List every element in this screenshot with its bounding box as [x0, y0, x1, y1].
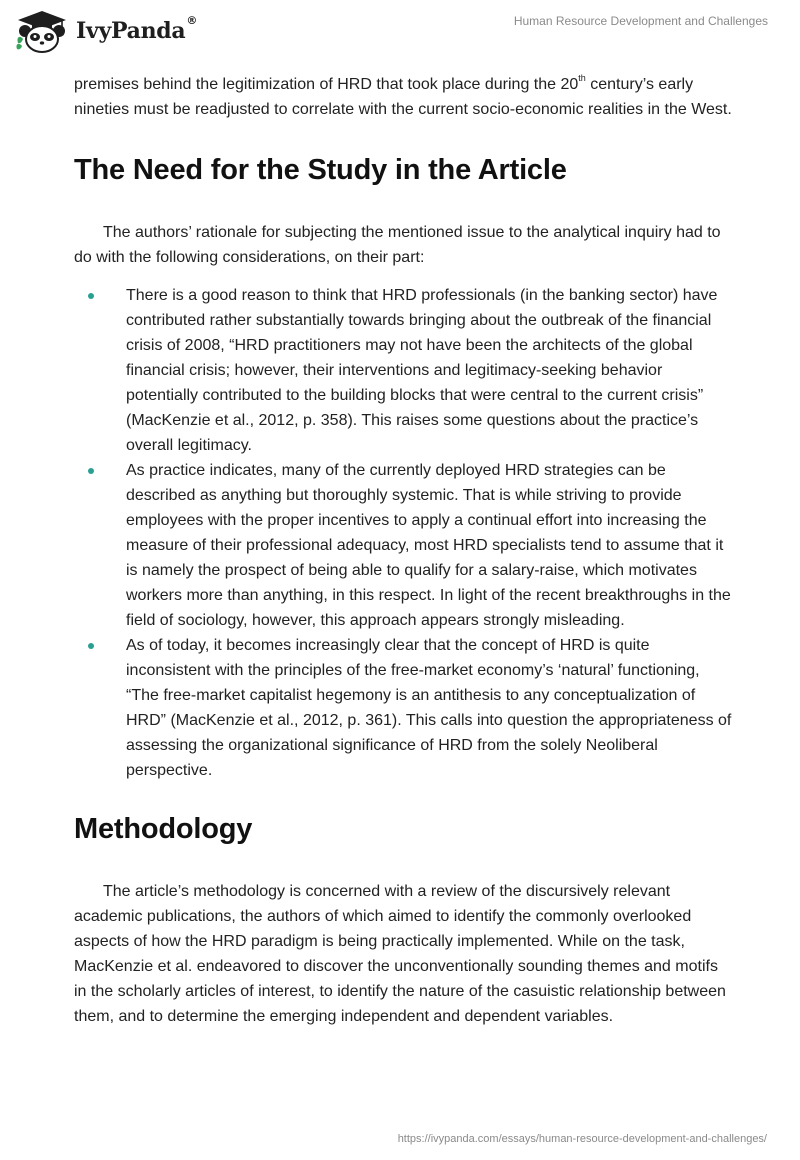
intro-paragraph: premises behind the legitimization of HRD that took place during the 20th century’s early nineties must be readjusted to correlate with the current socio-economic realities in the West.: [74, 72, 732, 118]
panda-graduate-icon: [14, 9, 70, 53]
list-item: As of today, it becomes increasingly clear that the concept of HRD is quite inconsistent with the principles of the free-market economy’s ‘natural’ functioning, “The free-market capitalist hegemony is an antithesis to any conceptualization of HRD” (MacKenzie et al., 2012, p. 361). This calls into question the appropriateness of assessing the organizational significance of HRD from the solely Neoliberal perspective.: [74, 633, 734, 783]
bullet-icon: [88, 293, 94, 299]
document-title: Human Resource Development and Challenges: [513, 14, 768, 28]
source-url-link[interactable]: https://ivypanda.com/essays/human-resource-development-and-challenges/: [397, 1133, 767, 1145]
list-item: As practice indicates, many of the currently deployed HRD strategies can be described as anything but thoroughly systemic. That is while striving to provide employees with the proper incentives to apply a continual effort into increasing the measure of their professional adequacy, most HRD specialists tend to assume that it is namely the prospect of being able to qualify for a salary-raise, which motivates workers more than anything, in this respect. In light of the recent breakthroughs in the field of sociology, however, this approach appears strongly misleading.: [74, 458, 734, 633]
list-item: There is a good reason to think that HRD professionals (in the banking sector) have contributed rather substantially towards bringing about the outbreak of the financial crisis of 2008, “HRD practitioners may not have been the architects of the global financial crisis; however, their interventions and legitimacy-seeking behavior potentially contributed to the building blocks that were central to the current crisis” (MacKenzie et al., 2012, p. 358). This raises some questions about the practice’s overall legitimacy.: [74, 283, 734, 458]
bullet-icon: [88, 468, 94, 474]
superscript: th: [578, 72, 586, 83]
ivypanda-logo[interactable]: [14, 8, 197, 54]
bullet-icon: [88, 643, 94, 649]
methodology-paragraph: The article’s methodology is concerned with a review of the discursively relevant academic publications, the authors of which aimed to identify the commonly overlooked aspects of how the HRD paradigm is being practically implemented. While on the task, MacKenzie et al. endeavored to discover the unconventionally sounding themes and motifs in the scholarly articles of interest, to identify the nature of the casuistic relationship between them, and to determine the emerging independent and dependent variables.: [74, 883, 726, 1025]
logo-text: IvyPanda®: [76, 14, 198, 44]
page-header: [0, 0, 800, 60]
heading-methodology: Methodology: [74, 813, 253, 845]
need-paragraph: The authors’ rationale for subjecting the mentioned issue to the analytical inquiry had to do with the following considerations, on their part:: [74, 224, 721, 266]
considerations-list: [74, 283, 734, 783]
heading-need-for-study: The Need for the Study in the Article: [74, 154, 567, 186]
registered-mark: ®: [186, 14, 198, 27]
document-body: [74, 72, 734, 1029]
